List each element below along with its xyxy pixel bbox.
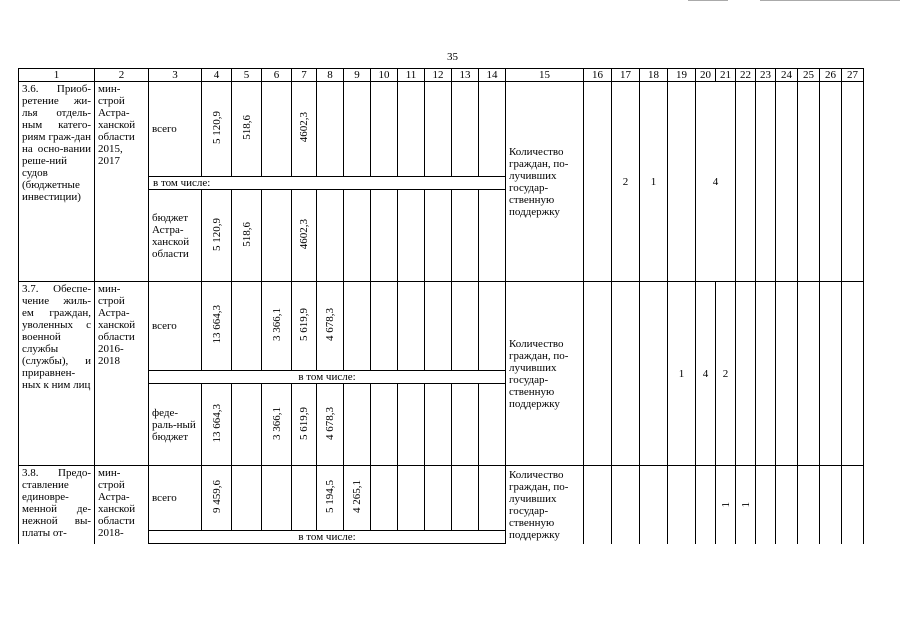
amount-cell [452,384,479,466]
plan-value: 4 [696,82,736,282]
amount-value: 3 366,1 [270,406,283,440]
amount-cell [425,82,452,177]
amount-value: 5 120,9 [210,111,223,144]
amount-value: 518,6 [240,115,253,140]
amount-value: 9 459,6 [210,480,223,513]
col-header: 9 [344,69,371,82]
amount-cell [371,82,398,177]
amount-cell [452,190,479,282]
amount-cell [344,466,371,531]
col-header: 2 [95,69,149,82]
plan-value: 1 [739,502,752,508]
amount-cell [292,466,317,531]
amount-cell [262,282,292,371]
plan-cell [668,82,696,282]
amount-cell [202,466,232,531]
col-header: 1 [19,69,95,82]
indicator-name: Количество граждан, по-лучивших государ-ственную поддержку [506,82,584,282]
table-row [19,282,864,371]
amount-cell [425,190,452,282]
plan-cell [820,466,842,544]
plan-cell [736,82,756,282]
col-header: 11 [398,69,425,82]
col-header: 18 [640,69,668,82]
col-header: 16 [584,69,612,82]
amount-cell [317,82,344,177]
amount-cell [344,282,371,371]
amount-cell [398,282,425,371]
col-header: 20 [696,69,716,82]
measure-name: 3.6. Приоб-ретение жи-лья отдель-ным катего-риям граж-дан на осно-вании реше-ний судов (бюджетные инвестиции) [19,82,95,282]
amount-cell [398,384,425,466]
page-number: 35 [447,51,458,63]
plan-cell [668,466,696,544]
amount-cell [262,190,292,282]
amount-value: 4 678,3 [324,308,336,341]
amount-cell [292,282,317,371]
plan-cell [776,466,798,544]
plan-value: 4 [696,282,716,466]
amount-value: 4 678,3 [324,406,336,440]
amount-cell [262,82,292,177]
plan-cell [842,282,864,466]
col-header: 6 [262,69,292,82]
executor-and-period: мин-строй Астра-ханской области 2018- [95,466,149,544]
amount-cell [202,82,232,177]
amount-cell [452,466,479,531]
amount-cell [452,82,479,177]
col-header: 5 [232,69,262,82]
amount-value: 518,6 [240,221,253,247]
amount-value: 4602,3 [298,218,310,250]
amount-cell [371,466,398,531]
col-header: 26 [820,69,842,82]
amount-cell [202,282,232,371]
amount-cell [262,384,292,466]
col-header: 24 [776,69,798,82]
indicator-name: Количество граждан, по-лучивших государ-ственную поддержку [506,282,584,466]
amount-cell [292,384,317,466]
indicator-name: Количество граждан, по-лучивших государ-ственную поддержку [506,466,584,544]
source-label: всего [149,282,202,371]
col-header: 7 [292,69,317,82]
amount-cell [344,384,371,466]
amount-value: 5 619,9 [298,406,310,440]
amount-cell [232,384,262,466]
amount-cell [479,384,506,466]
col-header: 21 [716,69,736,82]
including-label: в том числе: [149,531,506,544]
amount-cell [479,282,506,371]
amount-value: 4 265,1 [351,480,363,513]
col-header: 3 [149,69,202,82]
including-label: в том числе: [149,177,506,190]
plan-cell [756,466,776,544]
amount-cell [479,190,506,282]
amount-cell [479,82,506,177]
amount-cell [479,466,506,531]
amount-cell [452,282,479,371]
executor-and-period: мин-строй Астра-ханской области 2015, 2017 [95,82,149,282]
program-table [18,68,864,544]
col-header: 15 [506,69,584,82]
amount-cell [344,82,371,177]
amount-cell [425,466,452,531]
plan-cell [798,466,820,544]
plan-cell [842,466,864,544]
amount-cell [371,282,398,371]
plan-cell [736,466,756,544]
measure-name: 3.7. Обеспе-чение жиль-ем граждан, уволенных с военной службы (службы), и приравнен-ных к ним лиц [19,282,95,466]
amount-cell [317,190,344,282]
executor-and-period: мин-строй Астра-ханской области 2016-2018 [95,282,149,466]
amount-value: 4602,3 [298,112,310,143]
amount-value: 5 619,9 [298,308,310,341]
amount-cell [398,190,425,282]
amount-cell [398,82,425,177]
amount-cell [202,384,232,466]
top-rule-left [688,0,728,1]
amount-cell [202,190,232,282]
col-header: 25 [798,69,820,82]
col-header: 10 [371,69,398,82]
plan-cell [640,466,668,544]
plan-cell [612,466,640,544]
amount-cell [262,466,292,531]
plan-cell [584,82,612,282]
col-header: 12 [425,69,452,82]
source-label: всего [149,82,202,177]
amount-cell [317,384,344,466]
amount-value: 13 664,3 [210,305,223,344]
amount-value: 13 664,3 [210,403,223,443]
amount-cell [292,82,317,177]
plan-cell [820,82,842,282]
plan-cell [756,282,776,466]
plan-cell [776,282,798,466]
source-label: бюджет Астра-ханской области [149,190,202,282]
amount-cell [344,190,371,282]
amount-cell [371,190,398,282]
col-header: 13 [452,69,479,82]
column-number-row [19,69,864,82]
col-header: 27 [842,69,864,82]
amount-cell [232,466,262,531]
plan-cell [798,282,820,466]
source-label: всего [149,466,202,531]
plan-cell [584,282,612,466]
plan-value: 1 [668,282,696,466]
col-header: 4 [202,69,232,82]
amount-cell [398,466,425,531]
plan-value: 2 [612,82,640,282]
amount-cell [317,282,344,371]
measure-name: 3.8. Предо-ставление единовре-менной де-нежной вы-платы от- [19,466,95,544]
amount-cell [292,190,317,282]
amount-value: 5 120,9 [210,217,223,251]
including-label: в том числе: [149,371,506,384]
plan-cell [798,82,820,282]
plan-value: 1 [640,82,668,282]
amount-cell [232,282,262,371]
col-header: 17 [612,69,640,82]
col-header: 14 [479,69,506,82]
amount-value: 3 366,1 [270,308,283,341]
plan-cell [842,82,864,282]
source-label: феде-раль-ный бюджет [149,384,202,466]
plan-cell [612,282,640,466]
col-header: 8 [317,69,344,82]
table-row [19,466,864,531]
amount-value: 5 194,5 [324,480,336,513]
plan-cell [736,282,756,466]
top-rule-right [760,0,900,1]
plan-cell [640,282,668,466]
plan-value: 1 [719,502,732,508]
amount-cell [371,384,398,466]
plan-value: 2 [716,282,736,466]
plan-cell [716,466,736,544]
amount-cell [232,190,262,282]
amount-cell [425,282,452,371]
plan-cell [584,466,612,544]
amount-cell [425,384,452,466]
plan-cell [776,82,798,282]
col-header: 23 [756,69,776,82]
plan-cell [696,466,716,544]
col-header: 19 [668,69,696,82]
plan-cell [756,82,776,282]
table-row [19,82,864,177]
col-header: 22 [736,69,756,82]
plan-cell [820,282,842,466]
amount-cell [232,82,262,177]
amount-cell [317,466,344,531]
